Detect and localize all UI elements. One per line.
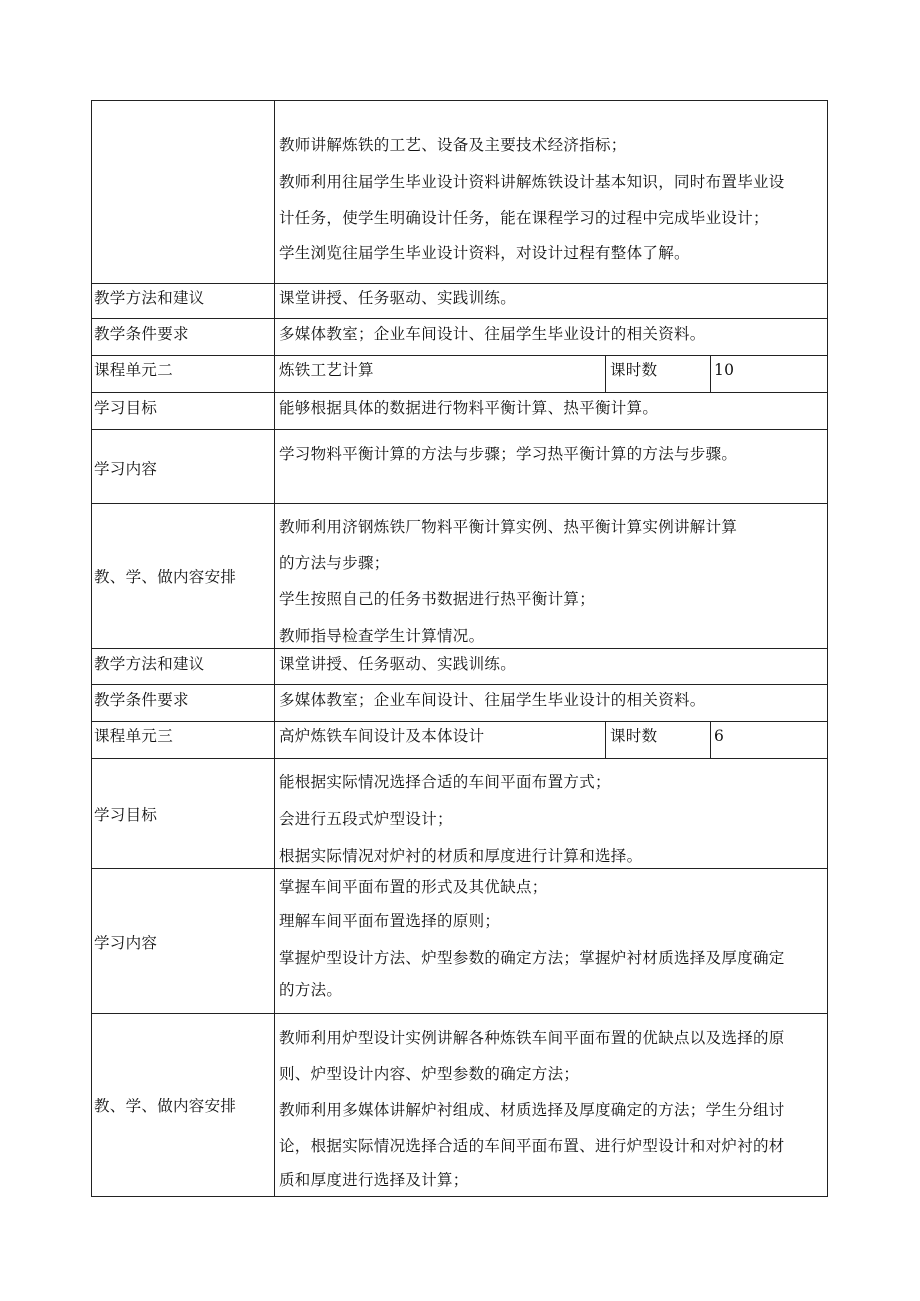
column-divider-hours-value: [710, 355, 711, 392]
row-divider: [91, 868, 828, 869]
arrangement-line: 论，根据实际情况选择合适的车间平面布置、进行炉型设计和对炉衬的材: [279, 1137, 785, 1155]
arrangement-line: 计任务，使学生明确设计任务，能在课程学习的过程中完成毕业设计；: [279, 209, 769, 227]
condition-value: 多媒体教室；企业车间设计、往届学生毕业设计的相关资料。: [279, 691, 706, 709]
content-line: 掌握车间平面布置的形式及其优缺点；: [279, 878, 548, 896]
arrangement-line: 质和厚度进行选择及计算；: [279, 1171, 469, 1189]
content-line: 掌握炉型设计方法、炉型参数的确定方法；掌握炉衬材质选择及厚度确定: [279, 949, 785, 967]
content-line: 理解车间平面布置选择的原则；: [279, 912, 501, 930]
row-divider: [91, 392, 828, 393]
unit-label: 课程单元三: [94, 727, 174, 745]
goal-value: 能够根据具体的数据进行物料平衡计算、热平衡计算。: [279, 399, 659, 417]
row-divider: [91, 758, 828, 759]
goal-line: 根据实际情况对炉衬的材质和厚度进行计算和选择。: [279, 847, 643, 865]
goal-line: 会进行五段式炉型设计；: [279, 810, 453, 828]
arrangement-line: 教师利用多媒体讲解炉衬组成、材质选择及厚度确定的方法；学生分组讨: [279, 1101, 785, 1119]
arrangement-line: 则、炉型设计内容、炉型参数的确定方法；: [279, 1065, 580, 1083]
hours-value: 6: [714, 727, 725, 745]
content-label: 学习内容: [94, 460, 158, 478]
condition-label: 教学条件要求: [94, 325, 189, 343]
row-divider: [91, 648, 828, 649]
column-divider-hours-label: [605, 355, 606, 392]
arrangement-line: 的方法与步骤；: [279, 554, 390, 572]
goal-line: 能根据实际情况选择合适的车间平面布置方式；: [279, 773, 611, 791]
row-divider: [91, 1013, 828, 1014]
column-divider-hours-label: [605, 721, 606, 758]
goal-label: 学习目标: [94, 399, 158, 417]
row-divider: [91, 503, 828, 504]
content-line: 的方法。: [279, 981, 343, 999]
hours-label: 课时数: [610, 361, 658, 379]
arrangement-line: 教师利用济钢炼铁厂物料平衡计算实例、热平衡计算实例讲解计算: [279, 518, 738, 536]
method-label: 教学方法和建议: [94, 655, 205, 673]
unit-name: 高炉炼铁车间设计及本体设计: [279, 727, 485, 745]
row-divider: [91, 429, 828, 430]
hours-value: 10: [714, 361, 735, 379]
row-divider: [91, 684, 828, 685]
row-divider: [91, 283, 828, 284]
condition-label: 教学条件要求: [94, 691, 189, 709]
arrangement-line: 教师指导检查学生计算情况。: [279, 627, 485, 645]
arrangement-line: 学生浏览往届学生毕业设计资料，对设计过程有整体了解。: [279, 244, 690, 262]
column-divider-hours-value: [710, 721, 711, 758]
condition-value: 多媒体教室；企业车间设计、往届学生毕业设计的相关资料。: [279, 325, 706, 343]
arrangement-line: 教师利用往届学生毕业设计资料讲解炼铁设计基本知识，同时布置毕业设: [279, 173, 785, 191]
goal-label: 学习目标: [94, 806, 158, 824]
arrangement-label: 教、学、做内容安排: [94, 568, 237, 586]
arrangement-line: 教师利用炉型设计实例讲解各种炼铁车间平面布置的优缺点以及选择的原: [279, 1029, 785, 1047]
arrangement-line: 学生按照自己的任务书数据进行热平衡计算；: [279, 590, 596, 608]
unit-name: 炼铁工艺计算: [279, 361, 374, 379]
row-divider: [91, 721, 828, 722]
method-value: 课堂讲授、任务驱动、实践训练。: [279, 655, 517, 673]
content-label: 学习内容: [94, 934, 158, 952]
method-label: 教学方法和建议: [94, 289, 205, 307]
unit-label: 课程单元二: [94, 361, 174, 379]
arrangement-label: 教、学、做内容安排: [94, 1097, 237, 1115]
content-value: 学习物料平衡计算的方法与步骤；学习热平衡计算的方法与步骤。: [279, 445, 738, 463]
hours-label: 课时数: [610, 727, 658, 745]
arrangement-line: 教师讲解炼铁的工艺、设备及主要技术经济指标；: [279, 136, 627, 154]
row-divider: [91, 355, 828, 356]
method-value: 课堂讲授、任务驱动、实践训练。: [279, 289, 517, 307]
row-divider: [91, 318, 828, 319]
